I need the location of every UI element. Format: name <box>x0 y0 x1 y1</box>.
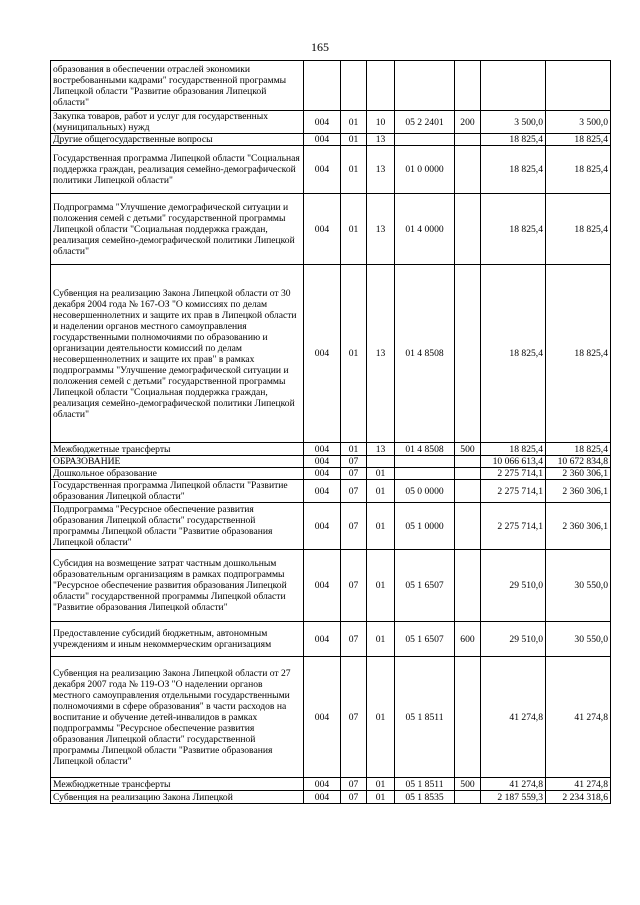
table-row <box>51 443 611 456</box>
target-code-cell: 01 0 0000 <box>395 146 455 194</box>
target-code-cell: 05 1 8535 <box>395 791 455 804</box>
amount-year1-cell: 2 275 714,1 <box>481 480 546 503</box>
amount-year2-cell: 10 672 834,8 <box>546 456 611 468</box>
admin-code-cell: 004 <box>304 146 341 194</box>
amount-year1-cell: 10 066 613,4 <box>481 456 546 468</box>
section-code-cell: 01 <box>341 111 367 134</box>
amount-year2-cell: 2 360 306,1 <box>546 468 611 480</box>
section-code-cell: 07 <box>341 503 367 550</box>
amount-year2-cell: 41 274,8 <box>546 778 611 791</box>
section-code-cell: 07 <box>341 778 367 791</box>
table-row <box>51 778 611 791</box>
target-code-cell: 01 4 8508 <box>395 265 455 443</box>
amount-year1-cell <box>481 61 546 111</box>
table-row <box>51 146 611 194</box>
subsection-code-cell: 01 <box>367 468 395 480</box>
expense-name-cell: Закупка товаров, работ и услуг для государственных (муниципальных) нужд <box>51 111 304 134</box>
subsection-code-cell: 10 <box>367 111 395 134</box>
expense-name-cell: Субсидия на возмещение затрат частным дошкольным образовательным организациям в рамках подпрограммы "Ресурсное обеспечение развития образования Липецкой области" государственной программы Липецкой области "Развитие образования Липецкой области" <box>51 550 304 622</box>
expense-type-cell: 500 <box>455 778 481 791</box>
expense-type-cell: 500 <box>455 443 481 456</box>
amount-year1-cell: 2 275 714,1 <box>481 468 546 480</box>
admin-code-cell: 004 <box>304 622 341 657</box>
budget-table <box>50 60 611 804</box>
amount-year2-cell: 18 825,4 <box>546 194 611 265</box>
subsection-code-cell: 01 <box>367 503 395 550</box>
section-code-cell: 01 <box>341 443 367 456</box>
expense-name-cell: ОБРАЗОВАНИЕ <box>51 456 304 468</box>
expense-type-cell <box>455 468 481 480</box>
admin-code-cell: 004 <box>304 550 341 622</box>
amount-year2-cell: 18 825,4 <box>546 443 611 456</box>
expense-type-cell <box>455 503 481 550</box>
target-code-cell: 05 1 8511 <box>395 657 455 778</box>
amount-year2-cell <box>546 61 611 111</box>
page-number: 165 <box>311 40 329 54</box>
expense-type-cell <box>455 456 481 468</box>
target-code-cell: 05 1 6507 <box>395 550 455 622</box>
target-code-cell: 05 1 8511 <box>395 778 455 791</box>
section-code-cell: 07 <box>341 456 367 468</box>
admin-code-cell: 004 <box>304 791 341 804</box>
amount-year1-cell: 18 825,4 <box>481 443 546 456</box>
amount-year1-cell: 2 275 714,1 <box>481 503 546 550</box>
amount-year2-cell: 2 234 318,6 <box>546 791 611 804</box>
amount-year1-cell: 18 825,4 <box>481 146 546 194</box>
amount-year1-cell: 2 187 559,3 <box>481 791 546 804</box>
target-code-cell: 05 0 0000 <box>395 480 455 503</box>
amount-year2-cell: 2 360 306,1 <box>546 503 611 550</box>
table-row <box>51 550 611 622</box>
amount-year2-cell: 3 500,0 <box>546 111 611 134</box>
section-code-cell: 01 <box>341 134 367 146</box>
admin-code-cell: 004 <box>304 480 341 503</box>
amount-year1-cell: 3 500,0 <box>481 111 546 134</box>
table-row <box>51 194 611 265</box>
target-code-cell <box>395 456 455 468</box>
admin-code-cell <box>304 61 341 111</box>
section-code-cell: 01 <box>341 265 367 443</box>
amount-year2-cell: 41 274,8 <box>546 657 611 778</box>
table-row <box>51 265 611 443</box>
table-row <box>51 657 611 778</box>
expense-type-cell <box>455 480 481 503</box>
subsection-code-cell <box>367 456 395 468</box>
table-body <box>51 61 611 804</box>
section-code-cell <box>341 61 367 111</box>
admin-code-cell: 004 <box>304 468 341 480</box>
subsection-code-cell: 13 <box>367 265 395 443</box>
expense-name-cell: Подпрограмма "Ресурсное обеспечение развития образования Липецкой области" государственной программы Липецкой области "Развитие образования Липецкой области" <box>51 503 304 550</box>
expense-type-cell <box>455 791 481 804</box>
subsection-code-cell: 01 <box>367 657 395 778</box>
subsection-code-cell <box>367 61 395 111</box>
amount-year1-cell: 18 825,4 <box>481 265 546 443</box>
expense-name-cell: Подпрограмма "Улучшение демографической ситуации и положения семей с детьми" государственной программы Липецкой области "Социальная поддержка граждан, реализация семейно-демографической политики Липецкой области" <box>51 194 304 265</box>
table-row <box>51 456 611 468</box>
amount-year1-cell: 29 510,0 <box>481 550 546 622</box>
table-row <box>51 61 611 111</box>
subsection-code-cell: 01 <box>367 480 395 503</box>
section-code-cell: 01 <box>341 146 367 194</box>
amount-year1-cell: 41 274,8 <box>481 657 546 778</box>
section-code-cell: 07 <box>341 657 367 778</box>
amount-year2-cell: 2 360 306,1 <box>546 480 611 503</box>
section-code-cell: 07 <box>341 622 367 657</box>
target-code-cell: 05 2 2401 <box>395 111 455 134</box>
expense-name-cell: Субвенция на реализацию Закона Липецкой области от 27 декабря 2007 года № 119-ОЗ "О наделении органов местного самоуправления отдельными государственными полномочиями в сфере образования" в части расходов на воспитание и обучение детей-инвалидов в рамках подпрограммы "Ресурсное обеспечение развития образования Липецкой области" государственной программы Липецкой области "Развитие образования Липецкой области" <box>51 657 304 778</box>
section-code-cell: 07 <box>341 791 367 804</box>
section-code-cell: 07 <box>341 480 367 503</box>
admin-code-cell: 004 <box>304 194 341 265</box>
subsection-code-cell: 13 <box>367 146 395 194</box>
amount-year2-cell: 30 550,0 <box>546 550 611 622</box>
section-code-cell: 07 <box>341 468 367 480</box>
target-code-cell: 01 4 8508 <box>395 443 455 456</box>
expense-type-cell <box>455 550 481 622</box>
amount-year1-cell: 29 510,0 <box>481 622 546 657</box>
expense-type-cell: 200 <box>455 111 481 134</box>
expense-type-cell <box>455 194 481 265</box>
target-code-cell: 05 1 6507 <box>395 622 455 657</box>
expense-type-cell <box>455 146 481 194</box>
expense-name-cell: Межбюджетные трансферты <box>51 778 304 791</box>
table-row <box>51 111 611 134</box>
subsection-code-cell: 01 <box>367 622 395 657</box>
admin-code-cell: 004 <box>304 111 341 134</box>
target-code-cell: 05 1 0000 <box>395 503 455 550</box>
section-code-cell: 01 <box>341 194 367 265</box>
subsection-code-cell: 01 <box>367 791 395 804</box>
amount-year1-cell: 18 825,4 <box>481 134 546 146</box>
amount-year2-cell: 18 825,4 <box>546 146 611 194</box>
subsection-code-cell: 13 <box>367 443 395 456</box>
expense-name-cell: Субвенция на реализацию Закона Липецкой <box>51 791 304 804</box>
subsection-code-cell: 01 <box>367 550 395 622</box>
admin-code-cell: 004 <box>304 657 341 778</box>
table-row <box>51 468 611 480</box>
expense-type-cell <box>455 61 481 111</box>
admin-code-cell: 004 <box>304 456 341 468</box>
table-row <box>51 791 611 804</box>
expense-name-cell: Предоставление субсидий бюджетным, автономным учреждениям и иным некоммерческим организациям <box>51 622 304 657</box>
target-code-cell <box>395 61 455 111</box>
amount-year2-cell: 18 825,4 <box>546 134 611 146</box>
target-code-cell <box>395 468 455 480</box>
expense-type-cell <box>455 657 481 778</box>
amount-year2-cell: 18 825,4 <box>546 265 611 443</box>
admin-code-cell: 004 <box>304 778 341 791</box>
table-row <box>51 134 611 146</box>
admin-code-cell: 004 <box>304 503 341 550</box>
amount-year2-cell: 30 550,0 <box>546 622 611 657</box>
amount-year1-cell: 18 825,4 <box>481 194 546 265</box>
admin-code-cell: 004 <box>304 265 341 443</box>
target-code-cell <box>395 134 455 146</box>
expense-name-cell: Межбюджетные трансферты <box>51 443 304 456</box>
expense-name-cell: Государственная программа Липецкой области "Социальная поддержка граждан, реализация семейно-демографической политики Липецкой области" <box>51 146 304 194</box>
expense-type-cell: 600 <box>455 622 481 657</box>
subsection-code-cell: 01 <box>367 778 395 791</box>
admin-code-cell: 004 <box>304 134 341 146</box>
expense-type-cell <box>455 265 481 443</box>
expense-name-cell: образования в обеспечении отраслей экономики востребованными кадрами" государственной программы Липецкой области "Развитие образования Липецкой области" <box>51 61 304 111</box>
section-code-cell: 07 <box>341 550 367 622</box>
admin-code-cell: 004 <box>304 443 341 456</box>
table-row <box>51 622 611 657</box>
subsection-code-cell: 13 <box>367 194 395 265</box>
expense-name-cell: Дошкольное образование <box>51 468 304 480</box>
table-row <box>51 480 611 503</box>
expense-name-cell: Субвенция на реализацию Закона Липецкой области от 30 декабря 2004 года № 167-ОЗ "О комиссиях по делам несовершеннолетних и защите их прав в Липецкой области и наделении органов местного самоуправления государственными полномочиями по образованию и организации деятельности комиссий по делам несовершеннолетних и защите их прав" в рамках подпрограммы "Улучшение демографической ситуации и положения семей с детьми" государственной программы Липецкой области "Социальная поддержка граждан, реализация семейно-демографической политики Липецкой области" <box>51 265 304 443</box>
subsection-code-cell: 13 <box>367 134 395 146</box>
expense-name-cell: Другие общегосударственные вопросы <box>51 134 304 146</box>
table-row <box>51 503 611 550</box>
target-code-cell: 01 4 0000 <box>395 194 455 265</box>
expense-type-cell <box>455 134 481 146</box>
amount-year1-cell: 41 274,8 <box>481 778 546 791</box>
expense-name-cell: Государственная программа Липецкой области "Развитие образования Липецкой области" <box>51 480 304 503</box>
